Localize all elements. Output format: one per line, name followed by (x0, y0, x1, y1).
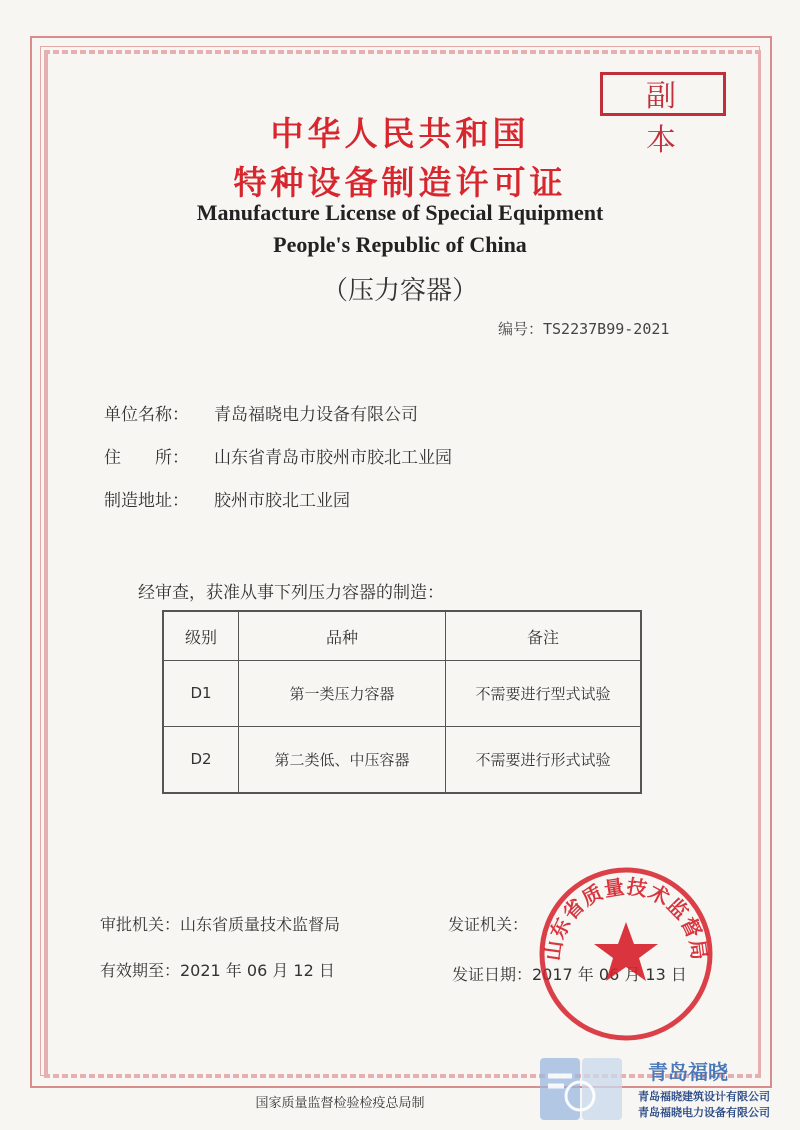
title-zh-license: 特种设备制造许可证 (233, 163, 567, 202)
table-row (163, 726, 641, 793)
footer-issuer: 国家质量监督检验检疫总局制 (255, 1096, 425, 1111)
scope-table (162, 610, 642, 794)
table-cell: D2 (163, 726, 239, 793)
watermark-brand: 青岛福晓 (648, 1060, 728, 1084)
table-row (163, 661, 641, 727)
title-en-country: People's Republic of China (273, 232, 527, 257)
license-serial-number: 编号：TS2237B99-2021 (498, 320, 670, 338)
scope-intro: 经审查，获准从事下列压力容器的制造： (138, 583, 444, 603)
watermark-company-1: 青岛福晓建筑设计有限公司 (638, 1090, 770, 1103)
watermark-company-2: 青岛福晓电力设备有限公司 (638, 1106, 770, 1119)
table-header: 级别 (163, 611, 239, 661)
table-cell: 不需要进行形式试验 (446, 726, 642, 793)
table-cell: 第一类压力容器 (239, 661, 446, 727)
table-header: 备注 (446, 611, 642, 661)
table-cell: 第二类低、中压容器 (239, 726, 446, 793)
equipment-category: （压力容器） (321, 276, 478, 306)
field-address (104, 443, 452, 468)
copy-stamp: 副本 (600, 72, 726, 116)
table-cell: 不需要进行型式试验 (446, 661, 642, 727)
watermark-logo-icon (538, 1056, 624, 1124)
seal-text: 山东省质量技术监督局 (540, 874, 712, 963)
field-value: 青岛福晓电力设备有限公司 (214, 405, 418, 425)
issuing-authority: 发证机关： (448, 915, 529, 934)
title-en-license: Manufacture License of Special Equipment (196, 200, 604, 225)
field-company-name (104, 400, 418, 425)
title-zh-country: 中华人民共和国 (270, 114, 530, 153)
approval-authority: 审批机关：山东省质量技术监督局 (100, 915, 341, 934)
field-label: 制造地址： (104, 491, 189, 511)
field-value: 胶州市胶北工业园 (214, 491, 350, 511)
table-cell: D1 (163, 661, 239, 727)
field-value: 山东省青岛市胶州市胶北工业园 (214, 448, 452, 468)
field-label: 单位名称： (104, 405, 189, 425)
field-manufacture-address (104, 486, 350, 511)
seal-star-icon (594, 922, 658, 981)
table-header: 品种 (239, 611, 446, 661)
official-seal (536, 864, 716, 1044)
valid-until: 有效期至：2021 年 06 月 12 日 (100, 961, 335, 980)
table-header-row (163, 611, 641, 661)
issue-date: 发证日期：2017 年 06 月 13 日 (452, 965, 687, 984)
field-label: 住 所： (104, 448, 189, 468)
